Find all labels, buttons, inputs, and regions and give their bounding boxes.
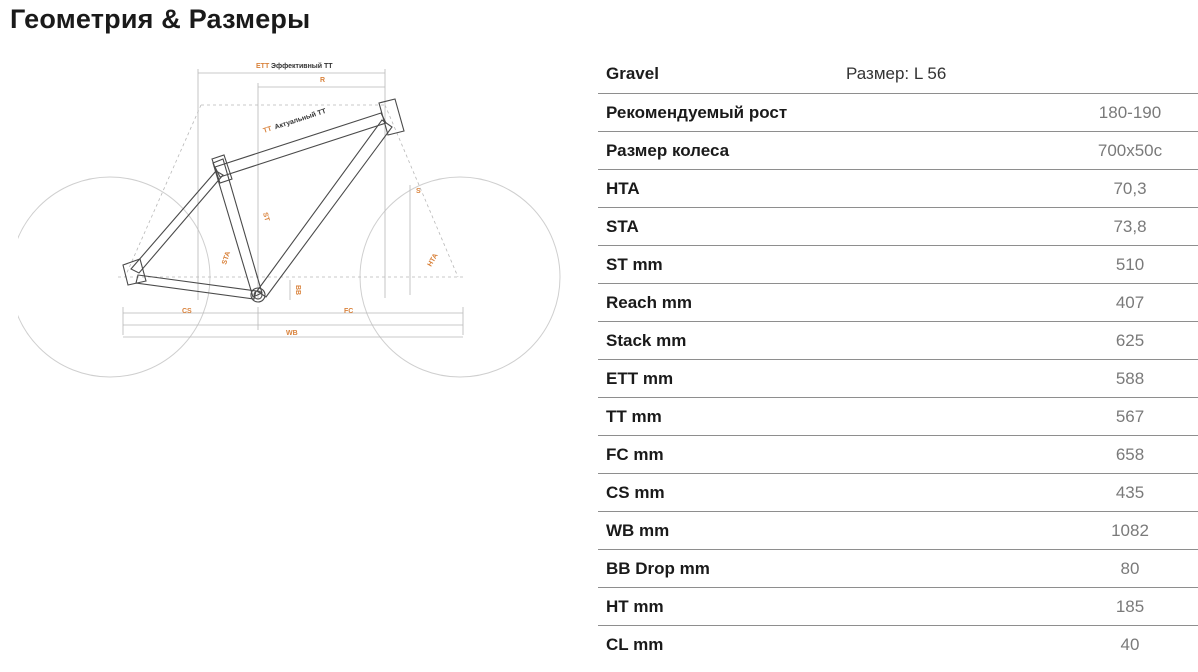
page-title: Геометрия & Размеры <box>10 4 311 34</box>
spec-name: Reach mm <box>598 284 1070 322</box>
table-row <box>598 436 1198 474</box>
table-row <box>598 360 1198 398</box>
cs-label: CS <box>182 308 192 315</box>
fc-label: FC <box>344 308 354 315</box>
hta-label: HTA <box>426 252 440 268</box>
table-row <box>598 94 1198 132</box>
table-row <box>598 398 1198 436</box>
spec-name: Stack mm <box>598 322 1070 360</box>
spec-value: 567 <box>1070 398 1198 436</box>
rear-wheel <box>18 177 210 377</box>
wb-label: WB <box>286 330 298 337</box>
spec-name: Размер колеса <box>598 132 1070 170</box>
spec-value: 73,8 <box>1070 208 1198 246</box>
model-name: Gravel <box>606 64 659 83</box>
spec-value: 407 <box>1070 284 1198 322</box>
spec-name: STA <box>598 208 1070 246</box>
spec-name: WB mm <box>598 512 1070 550</box>
table-row <box>598 170 1198 208</box>
spec-value: 180-190 <box>1070 94 1198 132</box>
spec-value: 700x50c <box>1070 132 1198 170</box>
ett-text-label: Эффективный TT <box>271 63 333 70</box>
spec-value: 510 <box>1070 246 1198 284</box>
r-label: R <box>320 77 326 84</box>
table-row <box>598 132 1198 170</box>
sta-label: STA <box>221 250 233 266</box>
spec-value: 70,3 <box>1070 170 1198 208</box>
table-row <box>598 208 1198 246</box>
bike-frame-drawing <box>18 55 568 385</box>
bb-label: BB <box>294 285 301 296</box>
spec-value: 625 <box>1070 322 1198 360</box>
diagram-labels <box>182 62 440 337</box>
table-row <box>598 322 1198 360</box>
spec-value: 588 <box>1070 360 1198 398</box>
spec-name: CS mm <box>598 474 1070 512</box>
spec-name: ST mm <box>598 246 1070 284</box>
spec-value: 435 <box>1070 474 1198 512</box>
table-row <box>598 588 1198 626</box>
spec-name: ETT mm <box>598 360 1070 398</box>
geometry-table <box>598 55 1198 663</box>
st-label: ST <box>261 211 271 223</box>
spec-name: HTA <box>598 170 1070 208</box>
ett-label: ETT <box>256 63 270 70</box>
table-row <box>598 474 1198 512</box>
table-row <box>598 284 1198 322</box>
spec-value: 40 <box>1070 626 1198 664</box>
dimension-guides <box>118 69 463 337</box>
spec-value: 658 <box>1070 436 1198 474</box>
size-label: Размер: L 56 <box>846 64 947 83</box>
bike-geometry-diagram <box>18 55 568 385</box>
spec-name: TT mm <box>598 398 1070 436</box>
s-label: S <box>416 188 421 195</box>
table-row <box>598 626 1198 664</box>
table-row <box>598 246 1198 284</box>
spec-value: 80 <box>1070 550 1198 588</box>
tt-label: TT <box>262 125 273 135</box>
spec-value: 185 <box>1070 588 1198 626</box>
table-row <box>598 512 1198 550</box>
spec-name: FC mm <box>598 436 1070 474</box>
spec-name: HT mm <box>598 588 1070 626</box>
spec-value: 1082 <box>1070 512 1198 550</box>
table-row <box>598 550 1198 588</box>
spec-name: Рекомендуемый рост <box>598 94 1070 132</box>
spec-name: CL mm <box>598 626 1070 664</box>
tt-text-label: Актуальный TT <box>273 107 328 132</box>
spec-name: BB Drop mm <box>598 550 1070 588</box>
table-header-row <box>598 55 1198 94</box>
